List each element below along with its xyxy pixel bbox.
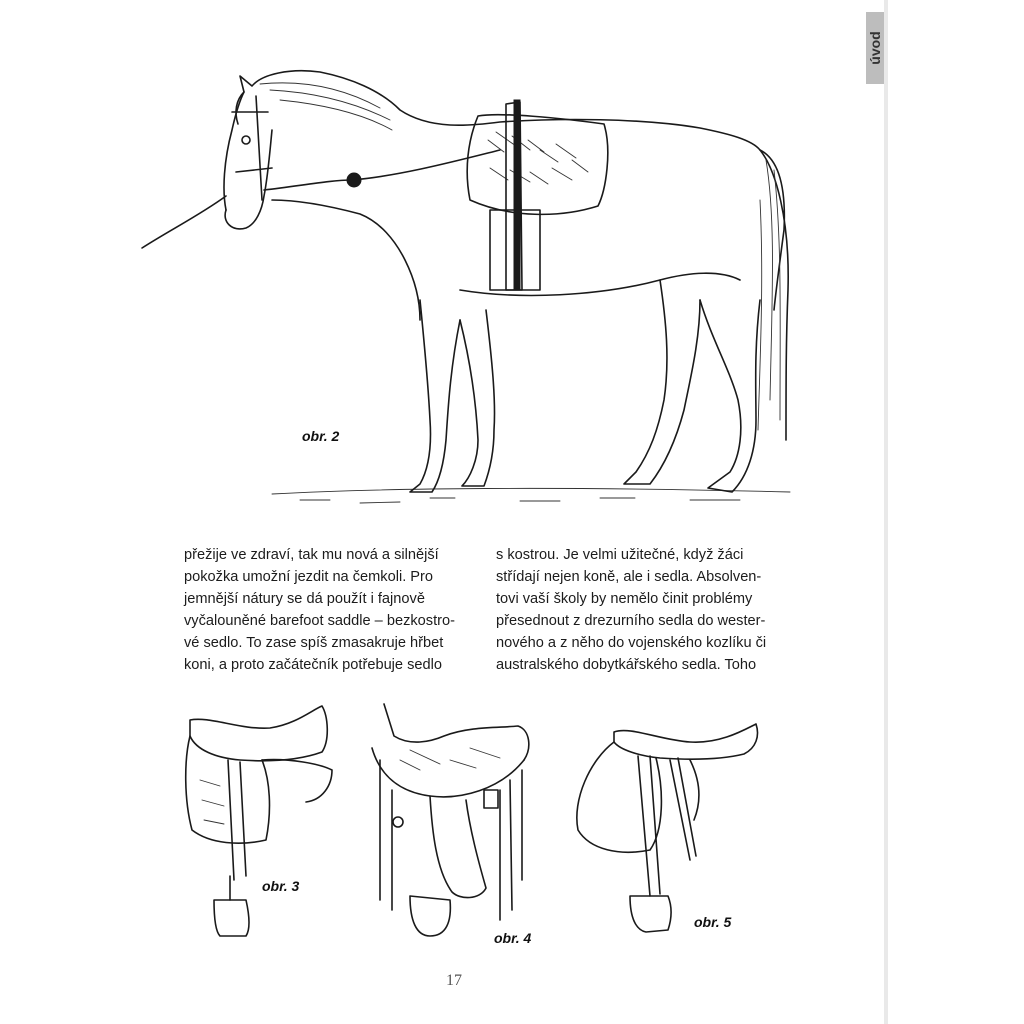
figure-4-caption: obr. 4 [494, 930, 532, 946]
text-line: vyčalouněné barefoot saddle – bezkostro- [184, 613, 455, 629]
text-line: s kostrou. Je velmi užitečné, když žáci [496, 547, 744, 563]
text-line: nového a z něho do vojenského kozlíku či [496, 635, 767, 651]
text-line: jemnější nátury se dá použít i fajnově [184, 591, 425, 607]
text-line: australského dobytkářského sedla. Toho [496, 657, 757, 673]
text-line: vé sedlo. To zase spíš zmasakruje hřbet [184, 635, 444, 651]
text-line: přesednout z drezurního sedla do wester- [496, 613, 766, 629]
page-number: 17 [446, 972, 462, 989]
chapter-tab-label: úvod [867, 31, 883, 65]
text-line: střídají nejen koně, ale i sedla. Absolven- [496, 569, 762, 585]
text-line: koni, a proto začátečník potřebuje sedlo [184, 657, 442, 673]
text-line: tovi vaší školy by nemělo činit problémy [496, 591, 753, 607]
figure-3-caption: obr. 3 [262, 878, 300, 894]
text-line: přežije ve zdraví, tak mu nová a silnější [184, 547, 439, 563]
text-line: pokožka umožní jezdit na čemkoli. Pro [184, 569, 434, 585]
figure-2-caption: obr. 2 [302, 428, 340, 444]
figure-5-caption: obr. 5 [694, 914, 732, 930]
